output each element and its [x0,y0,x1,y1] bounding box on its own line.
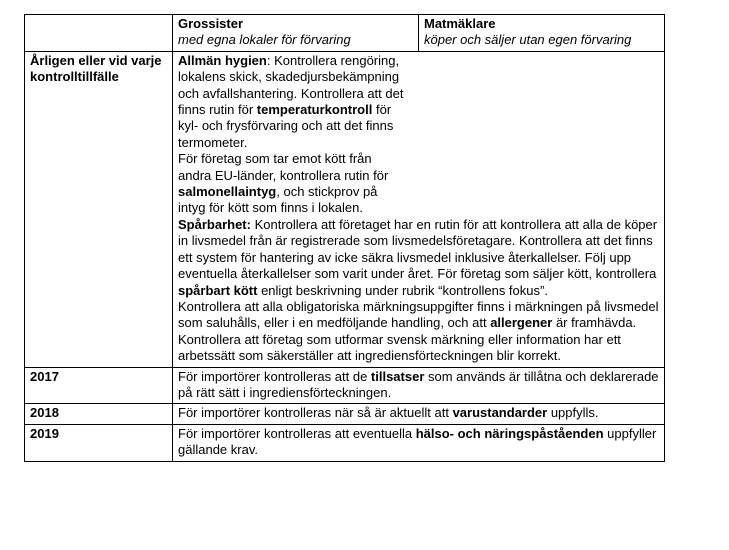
year-text-1: För importörer kontrolleras när så är aktuellt att [178,405,453,421]
year-text-1: För importörer kontrolleras att de [178,368,371,384]
year-content [173,367,665,404]
hygiene-text-1: : Kontrollera rengöring, lokalens skick, skadedjursbekämpning och avfallshantering. Kontrollera att det finns rutin för [178,52,404,118]
salmonella-text-1: För företag som tar emot kött från andra EU-länder, kontrollera rutin för [178,151,389,183]
traceability-title: Spårbarhet: [178,216,251,232]
year-text-2: som används är tillåtna och deklarerade på rätt sätt i ingrediensförteckningen. [178,368,659,400]
requirements-table [24,14,665,462]
traceability-bold: spårbart kött [178,282,258,298]
year-content [173,404,665,424]
header-grossister-cell [173,15,419,52]
header-matmaklare-cell [418,15,664,52]
header-matmaklare-title: Matmäklare [423,16,496,31]
year-label: 2017 [25,367,173,404]
year-bold: varustandarder [452,405,548,421]
header-row [25,15,665,52]
year-bold: tillsatser [370,368,425,384]
year-label: 2019 [25,424,173,461]
salmonella-paragraph [178,151,404,217]
annual-row-label: Årligen eller vid varje kontrolltillfälle [25,51,173,367]
hygiene-text-2: för kyl- och frysförvaring och att det finns termometer. [178,102,394,150]
header-grossister-title: Grossister [178,16,244,31]
traceability-paragraph [178,217,660,299]
labeling-text-2: är framhävda. Kontrollera att företag som utformar svensk märkning eller information har ett arbetssätt som säkerställer att ingrediensförteckningen blir korrekt. [178,315,637,364]
traceability-text-1: Kontrollera att företaget har en rutin för att kontrollera att alla de köper in livsmedel från är registrerade som livsmedelsföretagare. Kontrollera att det finns ett system för hantering av icke säkra livsmedel inklusive återkallelser. Följ upp eventuella återkallelser som varit under året. För företag som säljer kött, kontrollera [178,216,658,282]
header-matmaklare-subtitle: köper och säljer utan egen förvaring [423,32,632,48]
year-label: 2018 [25,404,173,424]
year-bold: hälso- och näringspåståenden [415,425,604,441]
year-row-2018 [25,404,665,424]
year-content [173,424,665,461]
hygiene-bold: temperaturkontroll [256,102,373,118]
hygiene-title: Allmän hygien [178,52,267,68]
annual-row-content [173,51,665,367]
annual-row [25,51,665,367]
header-empty-cell [25,15,173,52]
salmonella-bold: salmonellaintyg [178,184,277,200]
labeling-bold: allergener [490,315,553,331]
hygiene-paragraph [178,53,404,151]
year-text-2: uppfylls. [547,405,599,421]
labeling-text-1: Kontrollera att alla obligatoriska märkningsuppgifter finns i märkningen på livsmedel som saluhålls, eller i en medföljande handling, och att [178,298,659,331]
year-row-2017 [25,367,665,404]
traceability-text-2: enligt beskrivning under rubrik “kontrollens fokus”. [257,282,548,298]
salmonella-text-2: , och stickprov på intyg för kött som finns i lokalen. [178,184,378,216]
year-text-2: uppfyller gällande krav. [178,425,657,458]
header-grossister-subtitle: med egna lokaler för förvaring [178,32,351,48]
year-text-1: För importörer kontrolleras att eventuella [178,425,416,441]
labeling-paragraph [178,299,660,365]
year-row-2019 [25,424,665,461]
